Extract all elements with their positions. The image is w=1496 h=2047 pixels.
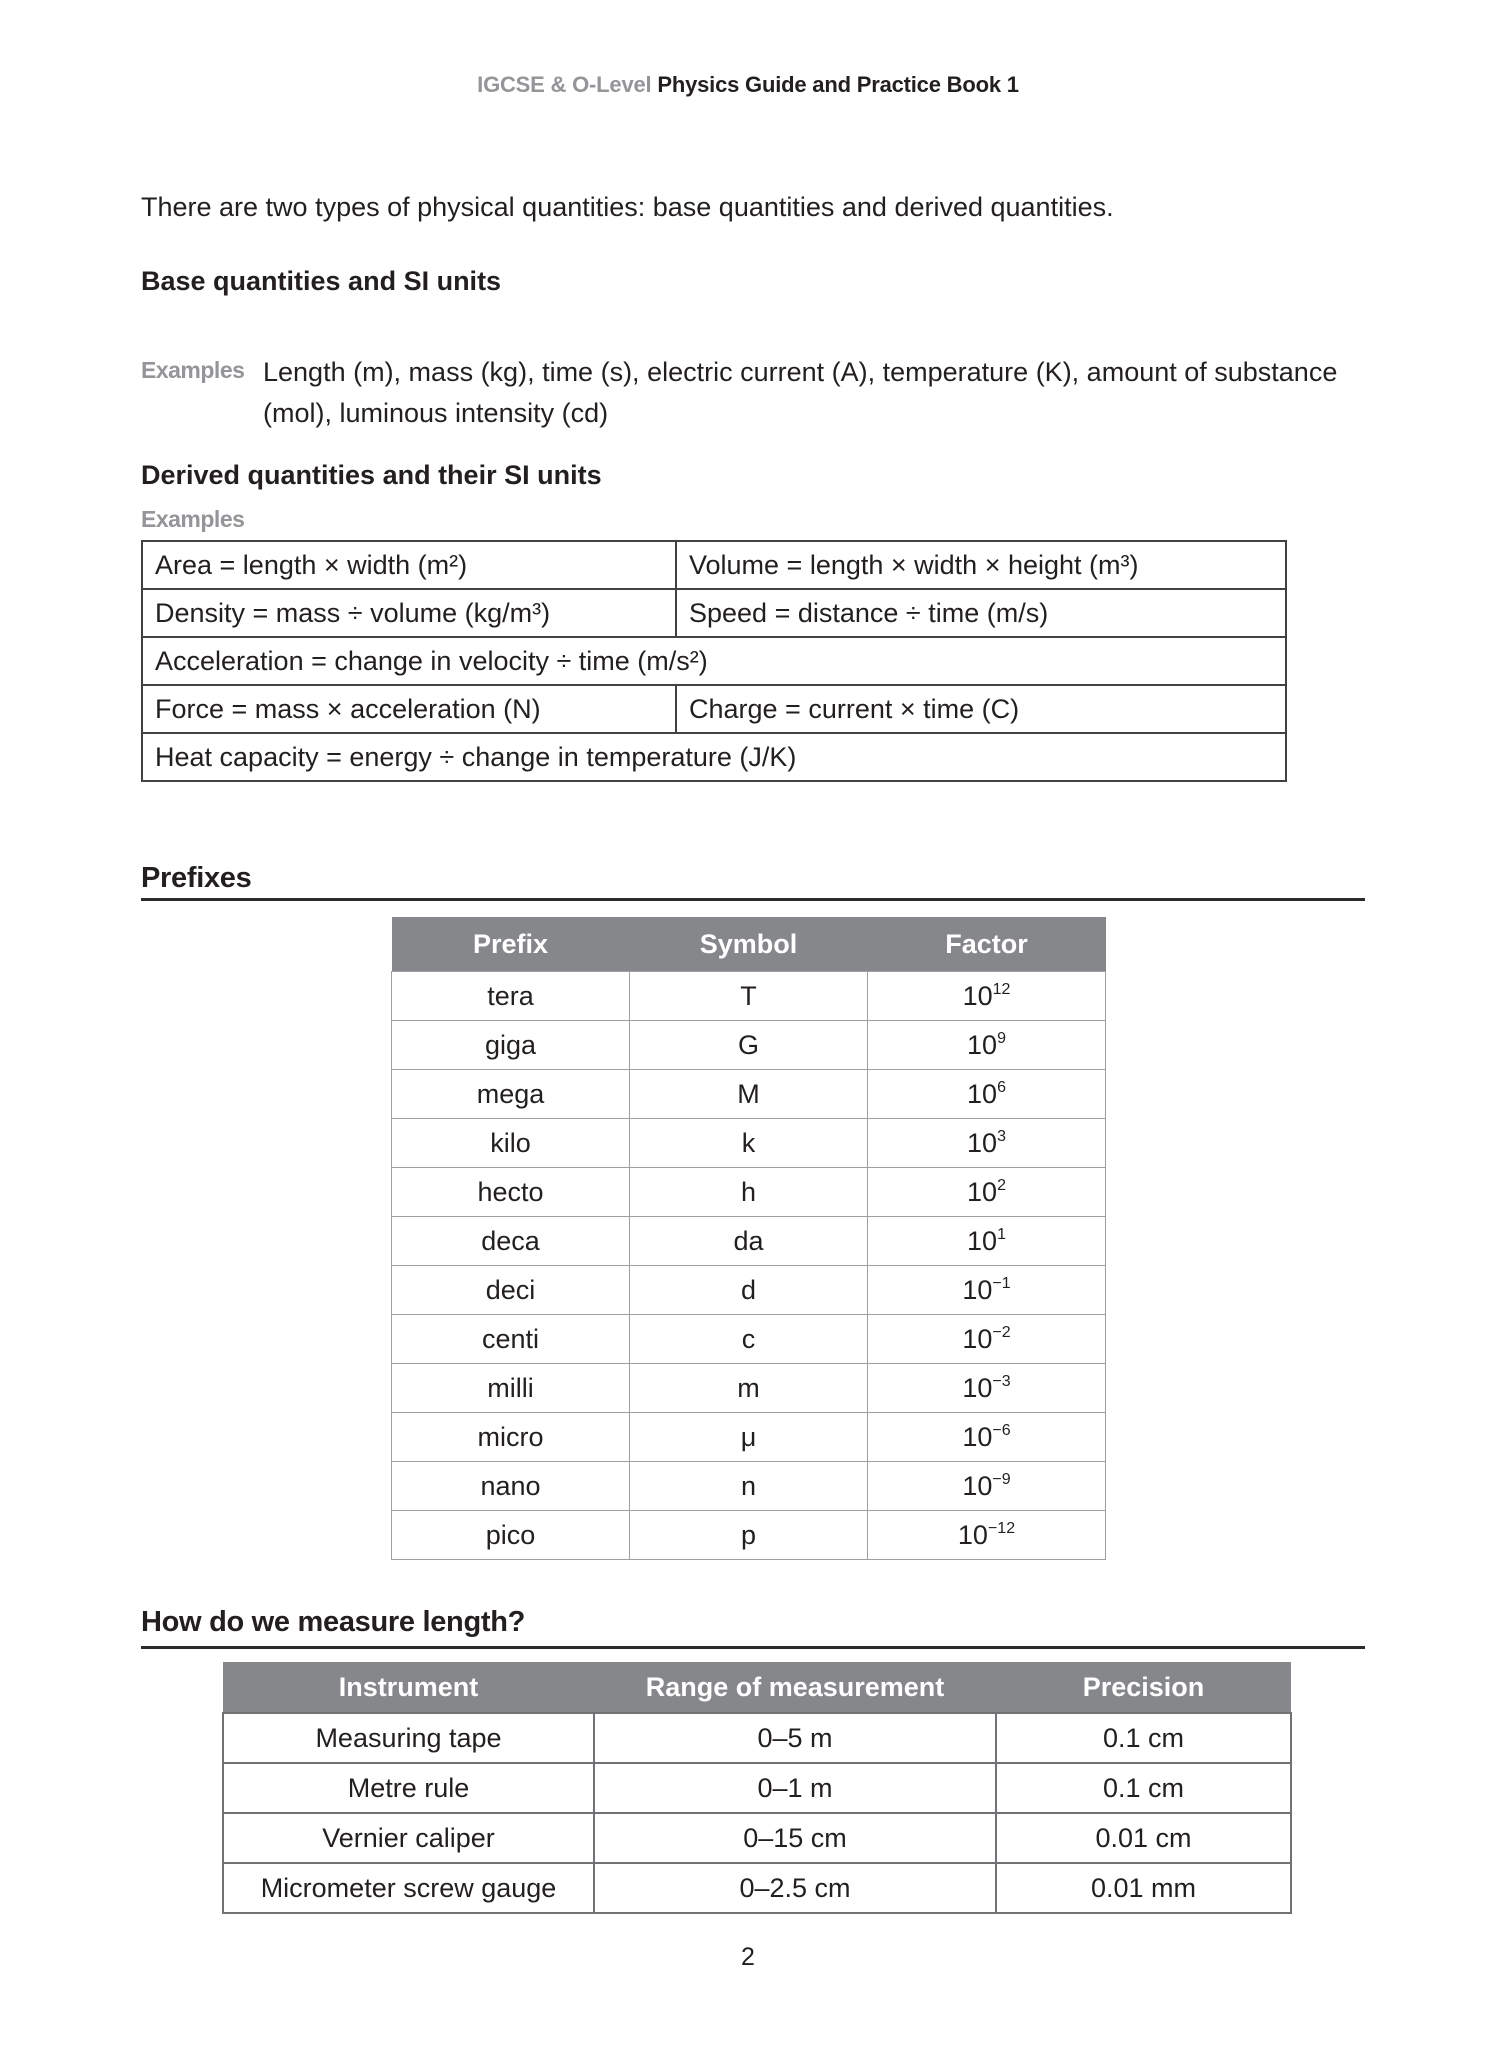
table-cell: Force = mass × acceleration (N) — [142, 685, 676, 733]
factor-base: 10 — [967, 1225, 998, 1256]
table-row — [392, 1119, 1106, 1168]
precision-cell: 0.1 cm — [996, 1713, 1291, 1763]
table-cell: Area = length × width (m²) — [142, 541, 676, 589]
running-header-series: IGCSE & O-Level — [477, 72, 652, 97]
table-row — [142, 589, 1286, 637]
table-cell: Volume = length × width × height (m³) — [676, 541, 1286, 589]
length-instruments-table — [222, 1662, 1292, 1914]
heading-derived-quantities: Derived quantities and their SI units — [141, 460, 602, 490]
factor-cell — [868, 1021, 1106, 1070]
factor-base: 10 — [962, 1274, 993, 1305]
factor-cell — [868, 1217, 1106, 1266]
section-rule — [141, 1646, 1365, 1649]
symbol-cell: T — [630, 972, 868, 1021]
factor-exponent: −6 — [992, 1421, 1011, 1439]
instrument-cell: Measuring tape — [223, 1713, 594, 1763]
section-rule — [141, 898, 1365, 901]
table-row — [392, 1266, 1106, 1315]
factor-cell — [868, 1511, 1106, 1560]
range-cell: 0–1 m — [594, 1763, 996, 1813]
base-examples-label: Examples — [141, 357, 245, 383]
table-cell: Heat capacity = energy ÷ change in temperature (J/K) — [142, 733, 1286, 781]
prefix-cell: mega — [392, 1070, 630, 1119]
factor-cell — [868, 972, 1106, 1021]
prefix-cell: pico — [392, 1511, 630, 1560]
table-row — [392, 1168, 1106, 1217]
factor-exponent: −2 — [992, 1323, 1011, 1341]
base-examples — [141, 352, 1381, 434]
factor-base: 10 — [962, 1421, 993, 1452]
factor-exponent: −12 — [987, 1519, 1016, 1537]
column-header-range: Range of measurement — [594, 1662, 996, 1713]
factor-base: 10 — [957, 1519, 988, 1550]
factor-exponent: −3 — [992, 1372, 1011, 1390]
table-row — [223, 1763, 1291, 1813]
factor-base: 10 — [962, 1323, 993, 1354]
prefix-cell: deci — [392, 1266, 630, 1315]
table-row — [142, 541, 1286, 589]
factor-cell — [868, 1070, 1106, 1119]
range-cell: 0–5 m — [594, 1713, 996, 1763]
factor-base: 10 — [967, 1078, 998, 1109]
prefix-cell: nano — [392, 1462, 630, 1511]
table-row — [392, 1364, 1106, 1413]
factor-cell — [868, 1462, 1106, 1511]
table-row — [142, 637, 1286, 685]
precision-cell: 0.1 cm — [996, 1763, 1291, 1813]
symbol-cell: M — [630, 1070, 868, 1119]
prefix-cell: kilo — [392, 1119, 630, 1168]
factor-cell — [868, 1364, 1106, 1413]
factor-exponent: 1 — [997, 1225, 1006, 1243]
table-row — [392, 1070, 1106, 1119]
base-examples-text: Length (m), mass (kg), time (s), electric current (A), temperature (K), amount of substance (mol), luminous intensity (cd) — [263, 357, 1338, 428]
table-row — [142, 733, 1286, 781]
column-header-symbol: Symbol — [630, 917, 868, 972]
table-cell: Acceleration = change in velocity ÷ time (m/s²) — [142, 637, 1286, 685]
running-header — [0, 72, 1496, 98]
table-header-row — [223, 1662, 1291, 1713]
table-row — [142, 685, 1286, 733]
factor-base: 10 — [962, 980, 993, 1011]
heading-measure-length: How do we measure length? — [141, 1606, 526, 1638]
range-cell: 0–15 cm — [594, 1813, 996, 1863]
symbol-cell: k — [630, 1119, 868, 1168]
prefix-cell: micro — [392, 1413, 630, 1462]
column-header-prefix: Prefix — [392, 917, 630, 972]
symbol-cell: m — [630, 1364, 868, 1413]
page-number: 2 — [741, 1943, 755, 1971]
instrument-cell: Metre rule — [223, 1763, 594, 1813]
table-row — [392, 1217, 1106, 1266]
factor-cell — [868, 1168, 1106, 1217]
symbol-cell: p — [630, 1511, 868, 1560]
precision-cell: 0.01 cm — [996, 1813, 1291, 1863]
prefixes-table — [391, 917, 1106, 1560]
prefix-cell: centi — [392, 1315, 630, 1364]
table-cell: Charge = current × time (C) — [676, 685, 1286, 733]
prefix-cell: giga — [392, 1021, 630, 1070]
factor-exponent: 12 — [992, 980, 1011, 998]
heading-base-quantities: Base quantities and SI units — [141, 266, 502, 296]
table-row — [392, 1413, 1106, 1462]
table-row — [392, 1462, 1106, 1511]
table-header-row — [392, 917, 1106, 972]
intro-paragraph: There are two types of physical quantities: base quantities and derived quantities. — [141, 192, 1114, 222]
symbol-cell: μ — [630, 1413, 868, 1462]
column-header-factor: Factor — [868, 917, 1106, 972]
table-row — [223, 1813, 1291, 1863]
factor-base: 10 — [967, 1029, 998, 1060]
factor-base: 10 — [962, 1372, 993, 1403]
range-cell: 0–2.5 cm — [594, 1863, 996, 1913]
symbol-cell: h — [630, 1168, 868, 1217]
running-header-title: Physics Guide and Practice Book 1 — [657, 72, 1019, 97]
factor-exponent: −9 — [992, 1470, 1011, 1488]
symbol-cell: da — [630, 1217, 868, 1266]
table-row — [392, 1511, 1106, 1560]
table-row — [223, 1713, 1291, 1763]
prefix-cell: milli — [392, 1364, 630, 1413]
prefix-cell: tera — [392, 972, 630, 1021]
instrument-cell: Vernier caliper — [223, 1813, 594, 1863]
heading-prefixes: Prefixes — [141, 862, 252, 894]
precision-cell: 0.01 mm — [996, 1863, 1291, 1913]
column-header-instrument: Instrument — [223, 1662, 594, 1713]
table-row — [392, 1021, 1106, 1070]
prefix-cell: deca — [392, 1217, 630, 1266]
symbol-cell: d — [630, 1266, 868, 1315]
table-cell: Speed = distance ÷ time (m/s) — [676, 589, 1286, 637]
table-cell: Density = mass ÷ volume (kg/m³) — [142, 589, 676, 637]
factor-exponent: 9 — [997, 1029, 1006, 1047]
factor-exponent: −1 — [992, 1274, 1011, 1292]
prefix-cell: hecto — [392, 1168, 630, 1217]
symbol-cell: c — [630, 1315, 868, 1364]
instrument-cell: Micrometer screw gauge — [223, 1863, 594, 1913]
table-row — [392, 972, 1106, 1021]
column-header-precision: Precision — [996, 1662, 1291, 1713]
factor-exponent: 6 — [997, 1078, 1006, 1096]
factor-base: 10 — [967, 1127, 998, 1158]
derived-examples-label: Examples — [141, 506, 245, 532]
derived-quantities-table — [141, 540, 1287, 782]
factor-cell — [868, 1413, 1106, 1462]
factor-base: 10 — [962, 1470, 993, 1501]
factor-exponent: 3 — [997, 1127, 1006, 1145]
factor-cell — [868, 1315, 1106, 1364]
symbol-cell: n — [630, 1462, 868, 1511]
factor-base: 10 — [967, 1176, 998, 1207]
table-row — [392, 1315, 1106, 1364]
table-row — [223, 1863, 1291, 1913]
symbol-cell: G — [630, 1021, 868, 1070]
factor-exponent: 2 — [997, 1176, 1006, 1194]
factor-cell — [868, 1266, 1106, 1315]
factor-cell — [868, 1119, 1106, 1168]
